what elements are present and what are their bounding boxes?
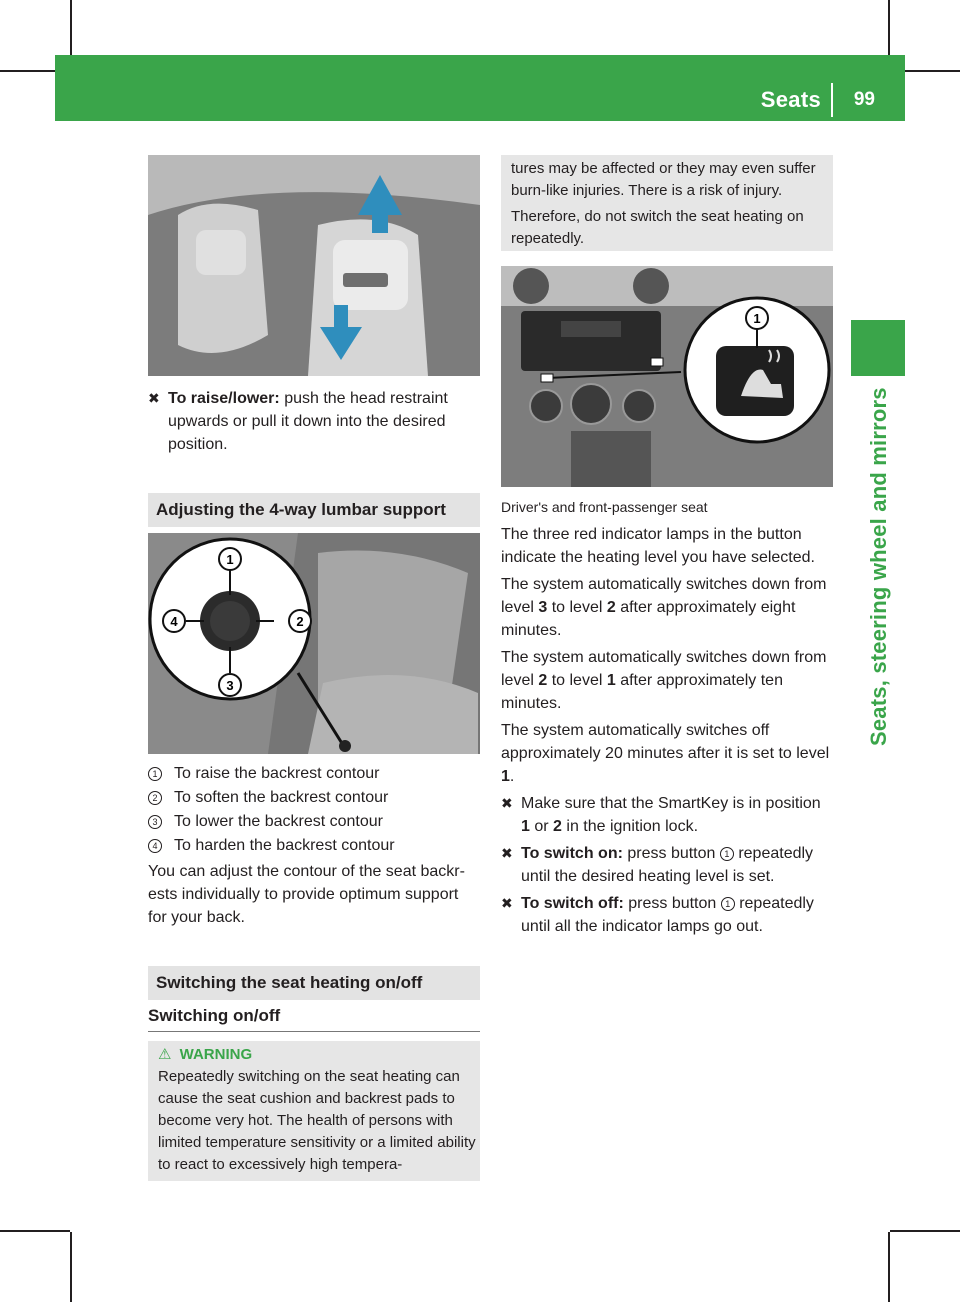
warning-text: Repeatedly switching on the seat heating can cause the seat cushion and backrest pads to become very hot. The health of persons with limited temperature sensitivity or a limited ability to react to excessively high tempera-	[158, 1068, 476, 1173]
lumbar-paragraph: You can adjust the contour of the seat backr- ests individually to provide optimum support for your back.	[148, 863, 465, 926]
legend-number: 3	[148, 815, 162, 829]
callout-3: 3	[226, 678, 234, 693]
button-number: 1	[721, 897, 735, 911]
step-arrow-icon: ✖	[148, 390, 160, 406]
subheading-rule	[148, 1031, 480, 1032]
lumbar-legend	[148, 762, 480, 929]
right-text-column	[501, 496, 833, 938]
paragraph: The three red indicator lamps in the button indicate the heating level you have selected.	[501, 526, 815, 566]
instruction-step: ✖ To switch on: press button 1 repeatedly until the desired heating level is set.	[501, 842, 833, 888]
warning-title: WARNING	[179, 1046, 253, 1063]
step-arrow-icon: ✖	[501, 845, 513, 861]
legend-text: To lower the backrest contour	[174, 813, 383, 830]
callout-2: 2	[296, 614, 304, 629]
legend-number: 1	[148, 767, 162, 781]
paragraph: The system automatically switches down from level 3 to level 2 after approximately eight minutes.	[501, 576, 827, 639]
paragraph: The system automatically switches down from level 2 to level 1 after approximately ten minutes.	[501, 649, 827, 712]
crop-mark	[0, 1230, 70, 1232]
legend-item	[148, 834, 480, 858]
legend-item	[148, 762, 480, 786]
heating-section-heading: Switching the seat heating on/off	[148, 966, 480, 1000]
crop-mark	[888, 1232, 890, 1302]
chapter-tab	[851, 320, 905, 376]
head-restraint-step	[148, 387, 480, 456]
step-text: push the head restraint upwards or pull it down into the desired position.	[168, 390, 448, 453]
section-title: Seats	[760, 87, 821, 112]
instruction-step: ✖ Make sure that the SmartKey is in position 1 or 2 in the ignition lock.	[501, 792, 833, 838]
legend-text: To raise the backrest contour	[174, 765, 380, 782]
paragraph: The system automatically switches off approximately 20 minutes after it is set to level 1.	[501, 722, 830, 785]
crop-mark	[70, 1232, 72, 1302]
legend-number: 2	[148, 791, 162, 805]
figure-caption: Driver's and front-passenger seat	[501, 499, 708, 515]
instruction-step: ✖ To switch off: press button 1 repeatedly until all the indicator lamps go out.	[501, 892, 833, 938]
legend-text: To soften the backrest contour	[174, 789, 389, 806]
lumbar-support-figure	[148, 533, 480, 754]
chapter-title: Seats, steering wheel and mirrors	[866, 387, 891, 746]
warning-continued-text: Therefore, do not switch the seat heating on repeatedly.	[511, 208, 804, 247]
seat-heating-figure	[501, 266, 833, 487]
legend-item	[148, 786, 480, 810]
button-number: 1	[720, 847, 734, 861]
header-divider	[831, 83, 833, 117]
warning-continued-text: tures may be affected or they may even suffer burn-like injuries. There is a risk of injury.	[511, 160, 816, 199]
crop-mark	[890, 1230, 960, 1232]
head-restraint-figure	[148, 155, 480, 376]
warning-triangle-icon: ⚠	[158, 1046, 172, 1063]
step-label: To raise/lower:	[168, 390, 280, 407]
lumbar-section-heading: Adjusting the 4-way lumbar support	[148, 493, 480, 527]
legend-text: To harden the backrest contour	[174, 837, 395, 854]
legend-number: 4	[148, 839, 162, 853]
step-arrow-icon: ✖	[501, 895, 513, 911]
warning-box	[148, 1041, 480, 1181]
legend-item	[148, 810, 480, 834]
heating-callout-1: 1	[753, 311, 761, 326]
page-header	[55, 55, 905, 121]
page-number: 99	[853, 89, 875, 110]
heating-subheading: Switching on/off	[148, 1006, 281, 1025]
callout-4: 4	[170, 614, 178, 629]
warning-box-continued	[501, 155, 833, 251]
callout-1: 1	[226, 552, 234, 567]
step-arrow-icon: ✖	[501, 795, 513, 811]
